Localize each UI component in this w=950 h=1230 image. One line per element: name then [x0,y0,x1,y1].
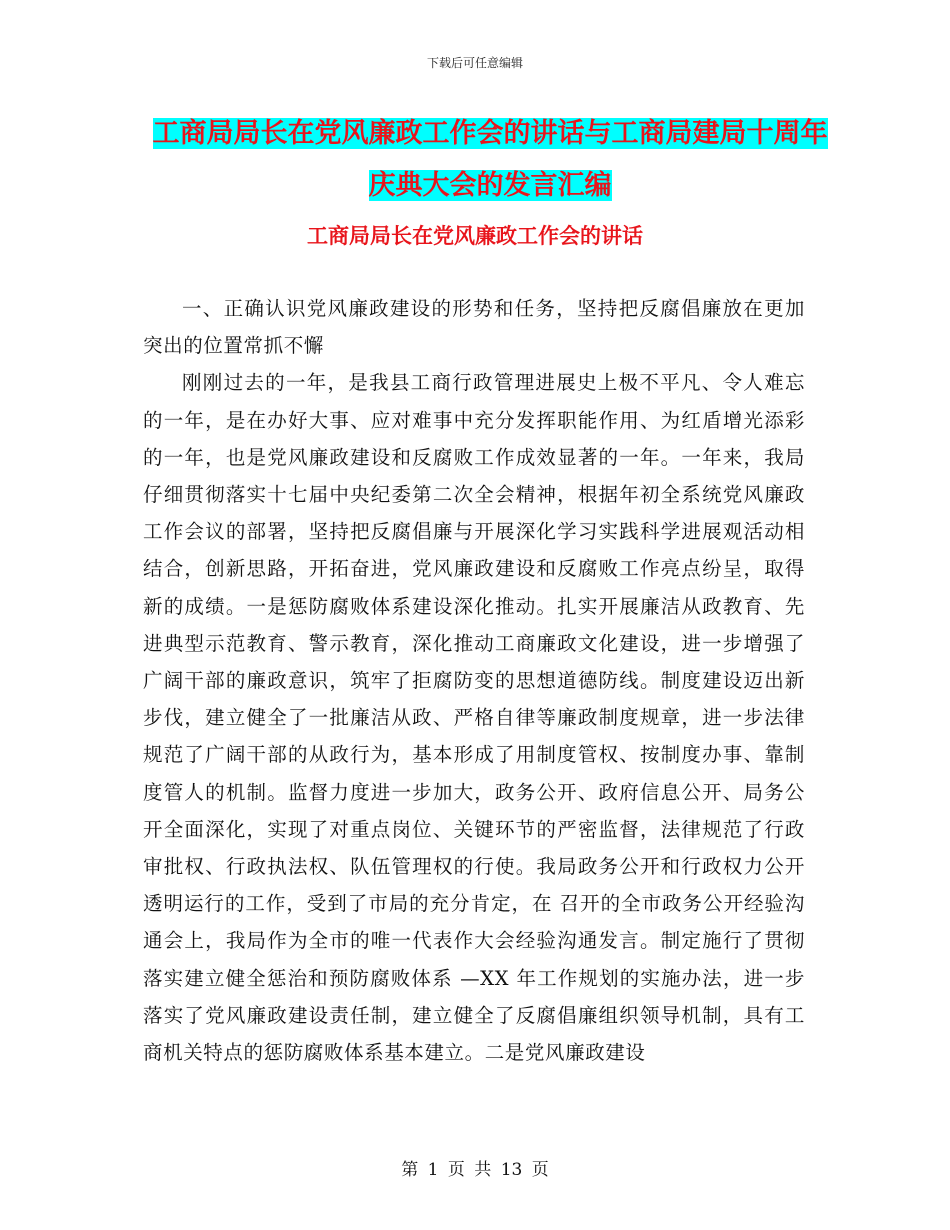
paragraph-heading: 一、正确认识党风廉政建设的形势和任务，坚持把反腐倡廉放在更加突出的位置常抓不懈 [143,297,805,358]
document-title-text: 工商局局长在党风廉政工作会的讲话与工商局建局十周年庆典大会的发言汇编 [152,118,828,201]
page-header-note: 下载后可任意编辑 [426,56,523,70]
section-title: 工商局局长在党风廉政工作会的讲话 [307,224,643,248]
paragraph: 刚刚过去的一年，是我县工商行政管理进展史上极不平凡、令人难忘的一年，是在办好大事、应对难事中充分发挥职能作用、为红盾增光添彩的一年，也是党风廉政建设和反腐败工作成效显著的一年。一年来，我局仔细贯彻落实十七届中央纪委第二次全会精神，根据年初全系统党风廉政工作会议的部署，坚持把反腐倡廉与开展深化学习实践科学进展观活动相结合，创新思路，开拓奋进，党风廉政建设和反腐败工作亮点纷呈，取得新的成绩。一是惩防腐败体系建设深化推动。扎实开展廉洁从政教育、先进典型示范教育、警示教育，深化推动工商廉政文化建设，进一步增强了广阔干部的廉政意识，筑牢了拒腐防变的思想道德防线。制度建设迈出新步伐，建立健全了一批廉洁从政、严格自律等廉政制度规章，进一步法律规范了广阔干部的从政行为，基本形成了用制度管权、按制度办事、靠制度管人的机制。监督力度进一步加大，政务公开、政府信息公开、局务公开全面深化，实现了对重点岗位、关键环节的严密监督，法律规范了行政审批权、行政执法权、队伍管理权的行使。我局政务公开和行政权力公开透明运行的工作，受到了市局的充分肯定，在 召开的全市政务公开经验沟通会上，我局作为全市的唯一代表作大会经验沟通发言。制定施行了贯彻落实建立健全惩治和预防腐败体系 —XX 年工作规划的实施办法，进一步落实了党风廉政建设责任制，建立健全了反腐倡廉组织领导机制，具有工商机关特点的惩防腐败体系基本建立。二是党风廉政建设 [143,371,805,1065]
document-title [140,108,840,212]
body-text [143,290,805,1071]
page-footer: 第 1 页 共 13 页 [401,1160,549,1180]
